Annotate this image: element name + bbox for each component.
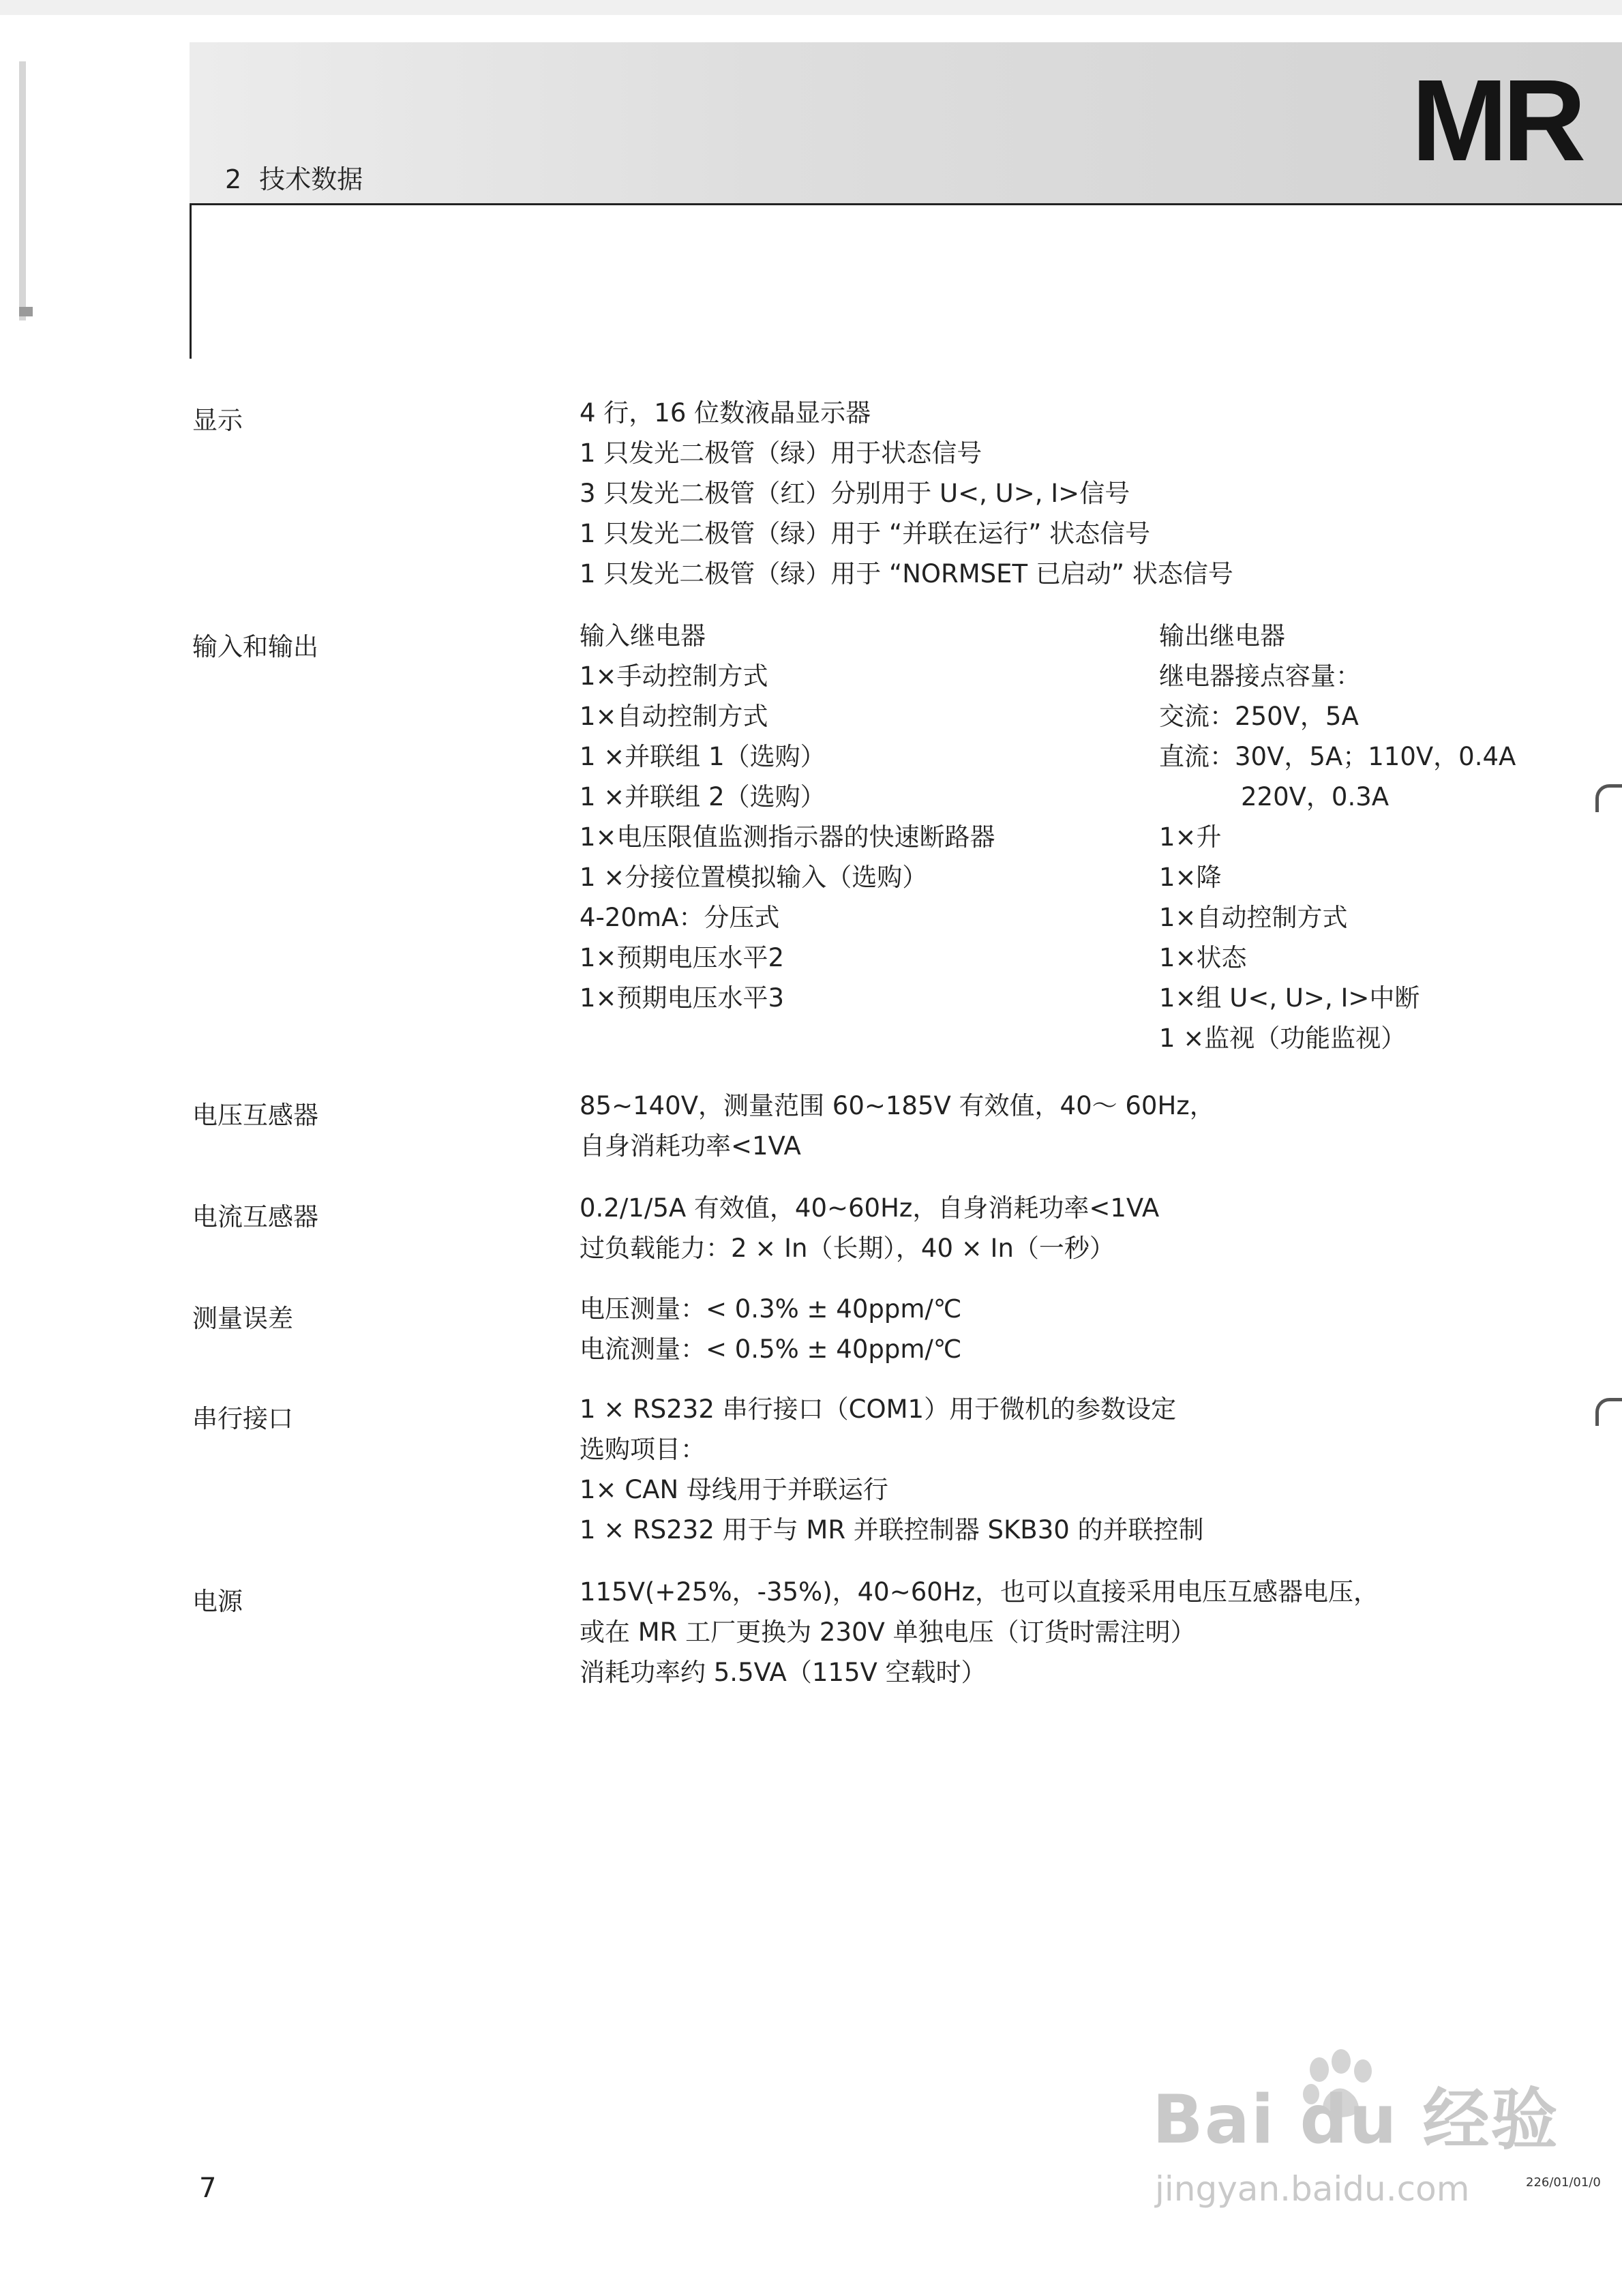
spec-label: 输入和输出 xyxy=(192,632,318,661)
spec-line: 1 ×监视（功能监视） xyxy=(1159,1024,1407,1053)
spec-line: 电流测量：< 0.5% ± 40ppm/℃ xyxy=(580,1335,962,1364)
page-number: 7 xyxy=(199,2173,217,2204)
scan-artifact xyxy=(1595,1398,1622,1426)
spec-line: 或在 MR 工厂更换为 230V 单独电压（订货时需注明） xyxy=(580,1617,1196,1647)
spec-line: 选购项目： xyxy=(580,1435,706,1464)
spec-values xyxy=(580,1572,1379,1693)
spec-line: 消耗功率约 5.5VA（115V 空载时） xyxy=(580,1658,987,1687)
spec-line: 继电器接点容量： xyxy=(1159,661,1361,691)
spec-values xyxy=(580,1188,1159,1268)
header-band xyxy=(190,42,1622,205)
watermark-url: jingyan.baidu.com xyxy=(1155,2169,1470,2209)
spec-line: 85~140V，测量范围 60~185V 有效值，40～ 60Hz， xyxy=(580,1091,1215,1120)
spec-line: 1×自动控制方式 xyxy=(1159,903,1348,932)
section-title: 技术数据 xyxy=(259,164,363,194)
spec-line: 220V，0.3A xyxy=(1241,782,1390,811)
spec-values xyxy=(580,1389,1204,1550)
spec-line: 0.2/1/5A 有效值，40~60Hz，自身消耗功率<1VA xyxy=(580,1193,1160,1223)
spec-line: 1 只发光二极管（绿）用于 “并联在运行” 状态信号 xyxy=(580,519,1151,548)
spec-line: 4-20mA：分压式 xyxy=(580,903,780,932)
spec-label: 电流互感器 xyxy=(192,1202,318,1232)
spec-label: 测量误差 xyxy=(192,1304,293,1333)
spec-label: 显示 xyxy=(192,406,243,435)
input-relays xyxy=(580,616,995,1018)
mr-logo: MR xyxy=(1411,56,1581,185)
spec-line: 1 × RS232 串行接口（COM1）用于微机的参数设定 xyxy=(580,1395,1177,1424)
document-code: 226/01/01/0 xyxy=(1526,2175,1601,2190)
spec-values xyxy=(580,1086,1215,1166)
spec-line: 1 只发光二极管（绿）用于状态信号 xyxy=(580,438,982,468)
spec-line: 1×组 U<, U>, I>中断 xyxy=(1159,983,1420,1013)
spec-line: 1×自动控制方式 xyxy=(580,702,768,731)
spec-line: 交流：250V，5A xyxy=(1159,702,1359,731)
spec-line: 1×电压限值监测指示器的快速断路器 xyxy=(580,822,995,852)
spec-line: 115V(+25%，-35%)，40~60Hz，也可以直接采用电压互感器电压， xyxy=(580,1577,1379,1607)
spec-line: 自身消耗功率<1VA xyxy=(580,1131,801,1161)
spec-line: 输入继电器 xyxy=(580,621,706,651)
spec-line: 1×降 xyxy=(1159,863,1222,892)
spec-line: 过负载能力：2 × In（长期），40 × In（一秒） xyxy=(580,1234,1115,1263)
spec-line: 1 只发光二极管（绿）用于 “NORMSET 已启动” 状态信号 xyxy=(580,559,1233,588)
spec-label: 电源 xyxy=(192,1587,243,1616)
spec-label: 电压互感器 xyxy=(192,1101,318,1130)
spec-line: 1 ×分接位置模拟输入（选购） xyxy=(580,863,928,892)
spec-values xyxy=(580,1289,961,1369)
spec-line: 4 行，16 位数液晶显示器 xyxy=(580,398,871,428)
section-number: 2 xyxy=(225,164,242,194)
scan-edge-left xyxy=(19,61,26,320)
spec-values xyxy=(580,393,1233,594)
spec-line: 1×状态 xyxy=(1159,943,1247,972)
spec-line: 1 ×并联组 1（选购） xyxy=(580,742,826,771)
section-heading xyxy=(225,158,380,196)
scan-artifact xyxy=(1595,784,1622,812)
spec-line: 1×预期电压水平2 xyxy=(580,943,785,972)
spec-line: 1×预期电压水平3 xyxy=(580,983,785,1013)
scan-edge-mark xyxy=(19,307,33,316)
spec-line: 电压测量：< 0.3% ± 40ppm/℃ xyxy=(580,1294,962,1324)
header-vertical-rule xyxy=(190,203,192,359)
watermark-brand: Bai du 经验 xyxy=(1152,2081,1559,2159)
watermark xyxy=(1152,2066,1559,2209)
scan-edge-top xyxy=(0,0,1622,15)
spec-line: 1 ×并联组 2（选购） xyxy=(580,782,826,811)
spec-line: 1× CAN 母线用于并联运行 xyxy=(580,1475,888,1504)
spec-line: 1×升 xyxy=(1159,822,1222,852)
spec-line: 输出继电器 xyxy=(1159,621,1285,651)
spec-line: 直流：30V，5A；110V，0.4A xyxy=(1159,742,1516,771)
spec-label: 串行接口 xyxy=(192,1404,293,1433)
spec-line: 1 × RS232 用于与 MR 并联控制器 SKB30 的并联控制 xyxy=(580,1515,1204,1545)
output-relays xyxy=(1159,616,1516,1058)
spec-line: 1×手动控制方式 xyxy=(580,661,768,691)
header-divider xyxy=(190,203,1622,205)
spec-line: 3 只发光二极管（红）分别用于 U<, U>, I>信号 xyxy=(580,479,1130,508)
